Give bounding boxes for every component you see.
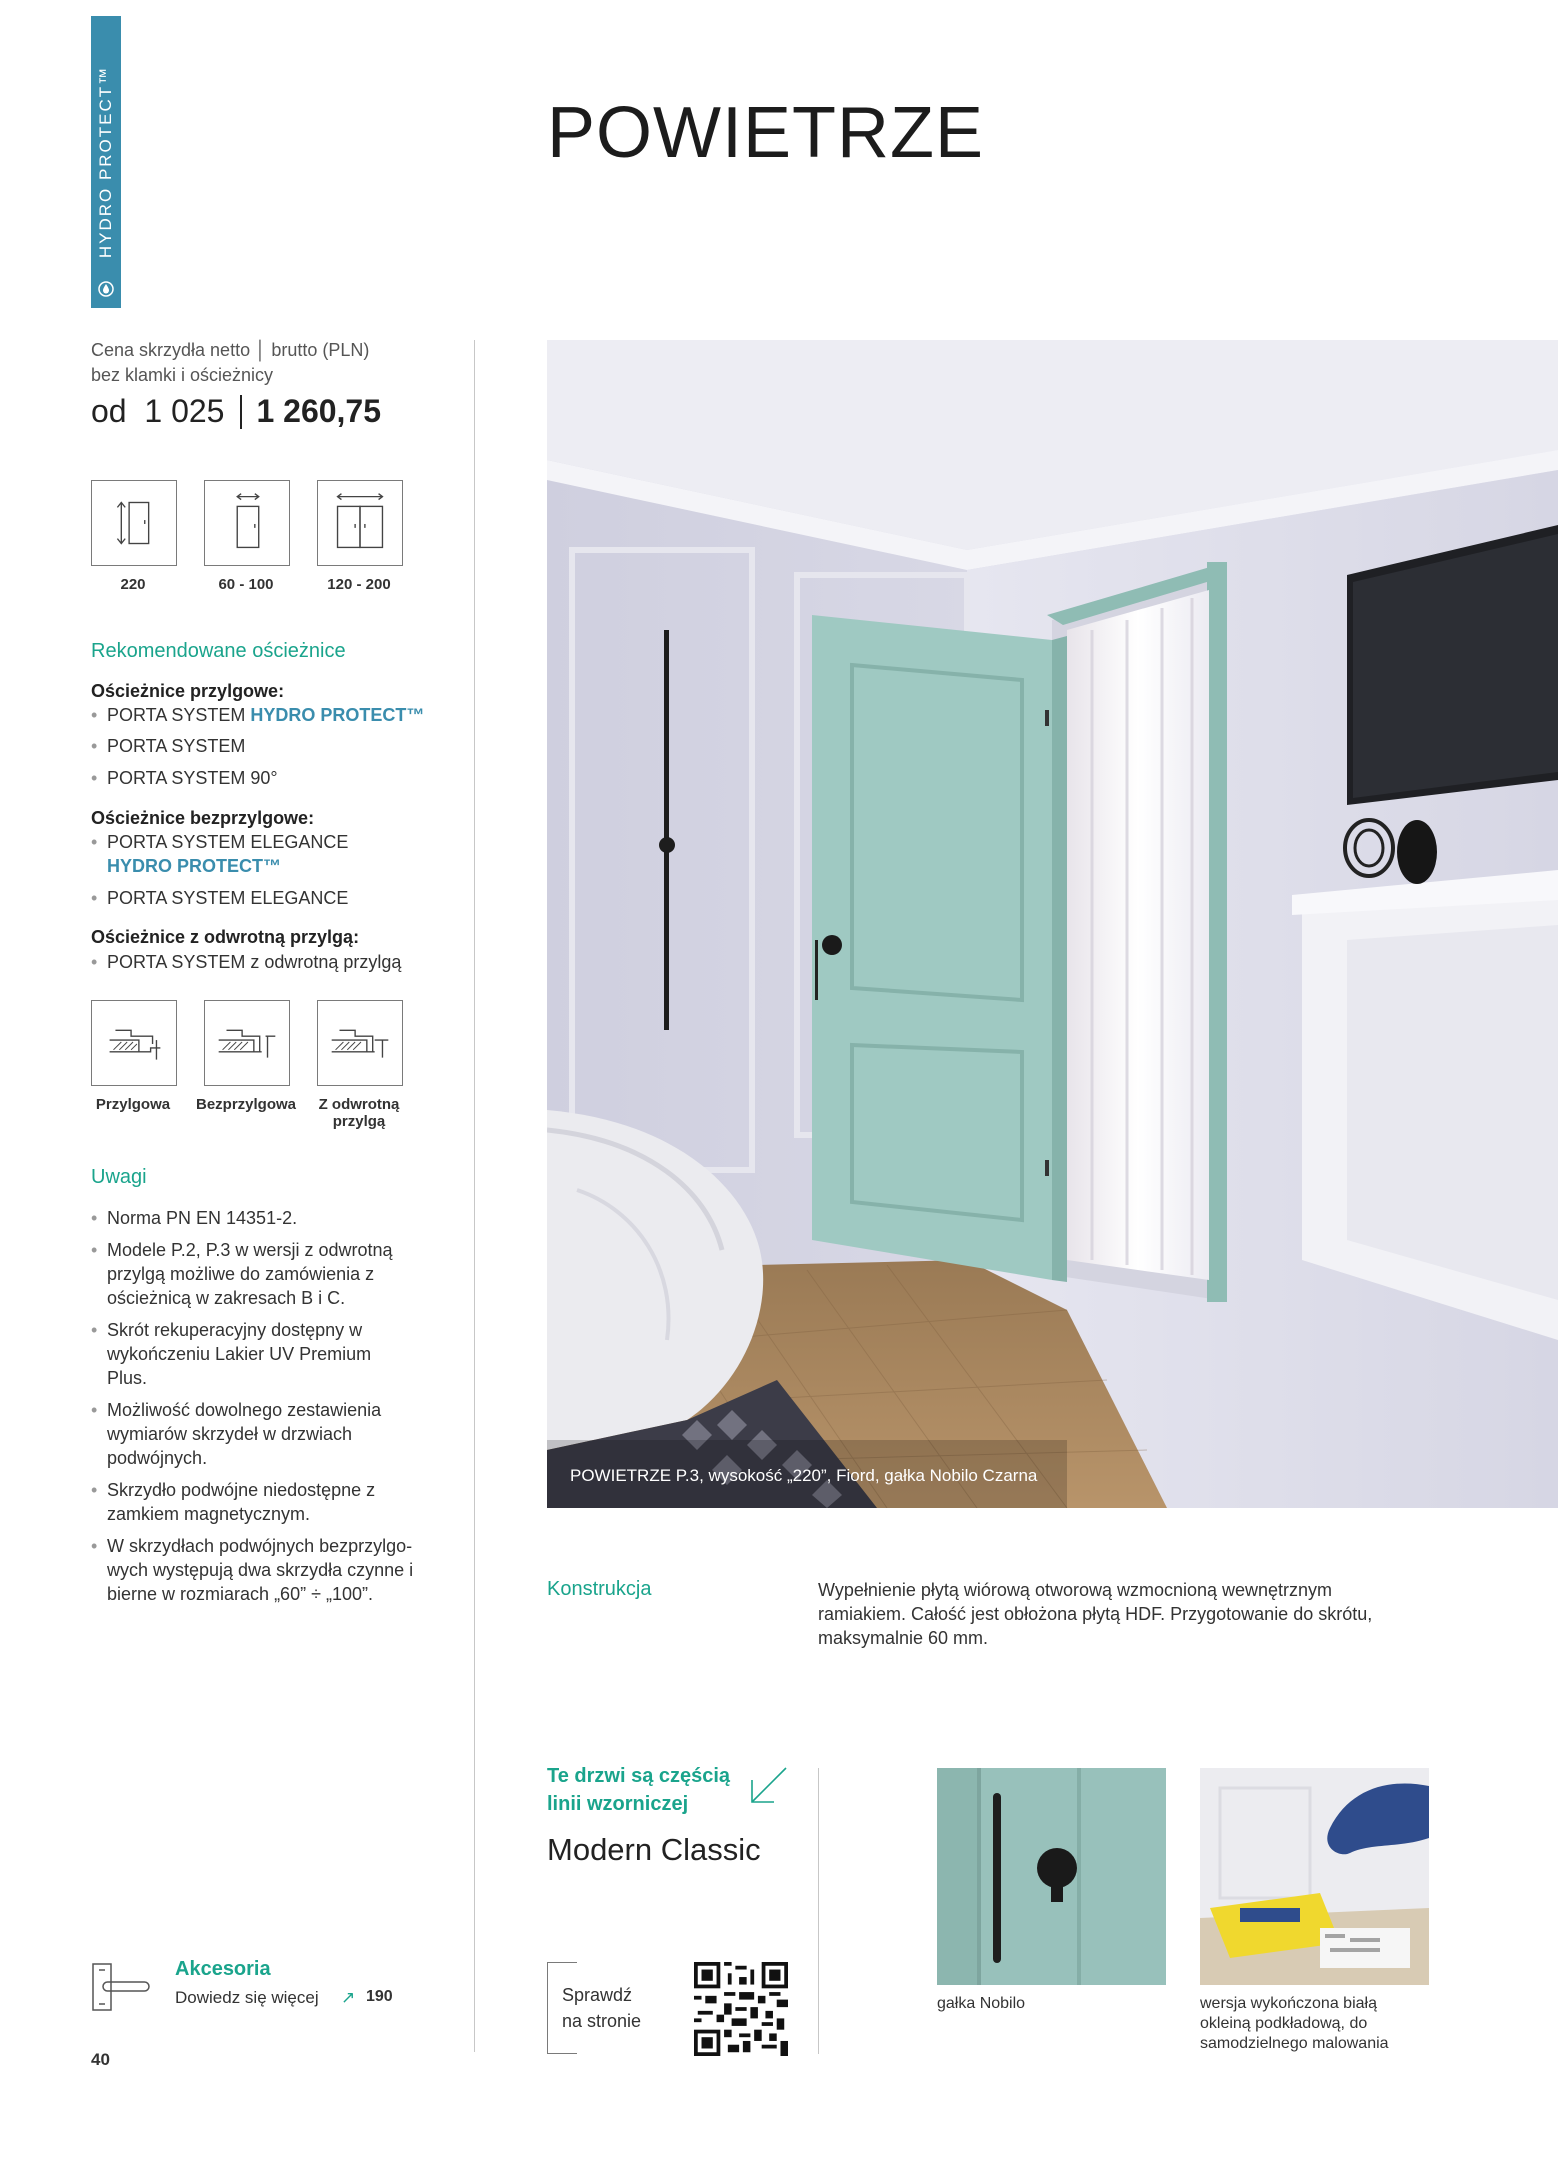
price-separator [240,395,242,429]
construction-text: Wypełnienie płytą wiórową otworową wzmocnioną wewnętrznym ramiakiem. Całość jest obłożona płytą HDF. Przygotowanie do skrótu, maksymalnie 60 mm. [818,1580,1373,1648]
price-net: 1 025 [144,393,225,429]
frames-list-item: • PORTA SYSTEM HYDRO PROTECT™ [91,703,436,727]
construction-heading: Konstrukcja [547,1578,652,1600]
dimension-label-double-width: 120 - 200 [327,576,391,593]
design-line-intro: Te drzwi są częścią linii wzorniczej [547,1765,731,1815]
dimension-label-height: 220 [120,576,146,593]
note-item: • Skrzydło podwójne niedostępne z zamkiem magnetycznym. [91,1478,411,1526]
frames-list-item: • PORTA SYSTEM z odwrotną przylgą [91,950,436,974]
frames-list-item: • PORTA SYSTEM 90° [91,766,436,790]
page-title: POWIETRZE [547,93,984,173]
qr-code[interactable] [694,1962,788,2056]
door-width-icon [204,480,290,566]
note-item: • Modele P.2, P.3 w wersji z odwrotną przylgą możliwe do zamówienia z ościeżnicą w zakresach B i C. [91,1238,431,1310]
price-label-line1: Cena skrzydła netto │ brutto (PLN) [91,340,370,360]
dimension-label-width: 60 - 100 [218,576,274,593]
rebate-label: Przylgowa [95,1096,171,1113]
door-handle-icon [91,1962,151,2012]
frames-heading: Rekomendowane ościeżnice [91,640,346,662]
accessories-link[interactable]: Dowiedz się więcej [175,1988,319,2007]
rebate-label: Bezprzylgowa [195,1096,297,1113]
page-number: 40 [91,2050,110,2069]
section-divider [818,1768,819,2054]
accessories-heading: Akcesoria [175,1958,271,1980]
arrow-down-left-icon [748,1766,788,1806]
check-online-text: Sprawdź na stronie [562,1985,642,2031]
frames-group-title: Ościeżnice bezprzylgowe: [91,808,315,828]
price-label-line2: bez klamki i ościeżnicy [91,365,274,385]
thumbnail-caption: gałka Nobilo [937,1995,1026,2012]
primer-finish-photo [1200,1768,1429,1985]
note-item: • Norma PN EN 14351-2. [91,1206,436,1230]
frames-group-title: Ościeżnice przylgowe: [91,681,285,701]
accessories-page-ref[interactable]: 190 [366,1988,393,2005]
thumbnail-caption: wersja wykończona białą okleiną podkładową, do samodzielnego malowania [1200,1995,1389,2052]
frames-list-item: • PORTA SYSTEM ELEGANCE HYDRO PROTECT™ [91,830,436,878]
photo-caption: POWIETRZE P.3, wysokość „220”, Fiord, gałka Nobilo Czarna [570,1466,1038,1485]
frames-list-item: • PORTA SYSTEM [91,734,436,758]
flush-frame-icon [204,1000,290,1086]
price-value [91,393,381,433]
arrow-up-right-icon: ↗ [341,1988,356,2007]
nobilo-knob-photo [937,1768,1166,1985]
rebated-frame-icon [91,1000,177,1086]
price-prefix: od [91,393,127,429]
frames-group-title: Ościeżnice z odwrotną przylgą: [91,927,360,947]
note-item: • W skrzydłach podwójnych bezprzylgo-wych występują dwa skrzydła czynne i bierne w rozmiarach „60” ÷ „100”. [91,1534,431,1606]
note-item: • Możliwość dowolnego zestawienia wymiarów skrzydeł w drzwiach podwójnych. [91,1398,416,1470]
door-height-icon [91,480,177,566]
note-item: • Skrót rekuperacyjny dostępny w wykończeniu Lakier UV Premium Plus. [91,1318,416,1390]
rebate-label: Z odwrotną przylgą [318,1096,400,1130]
notes-heading: Uwagi [91,1166,147,1188]
price-gross: 1 260,75 [256,393,382,429]
reverse-rebate-frame-icon [317,1000,403,1086]
design-line-name: Modern Classic [547,1832,761,1867]
column-divider [474,340,475,2052]
door-interior-photo [547,340,1558,1508]
hydro-protect-label: HYDRO PROTECT™ [96,65,115,259]
hydro-protect-tab [91,16,121,308]
price-label [91,338,369,388]
water-drop-icon [97,280,115,298]
frames-list-item: • PORTA SYSTEM ELEGANCE [91,886,436,910]
double-door-width-icon [317,480,403,566]
